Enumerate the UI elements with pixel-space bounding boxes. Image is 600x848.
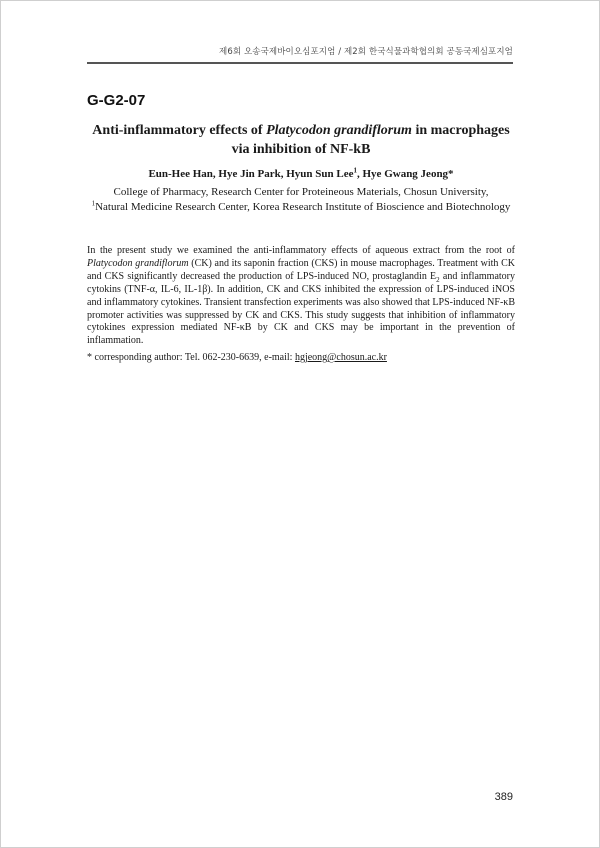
running-header: 제6회 오송국제바이오심포지엄 / 제2회 한국식물과학협의회 공동국제심포지엄 — [219, 47, 513, 57]
title-species: Platycodon grandiflorum — [266, 123, 412, 138]
corresponding-author — [87, 351, 515, 364]
email-link[interactable]: hgjeong@chosun.ac.kr — [294, 352, 387, 363]
abstract-code: G-G2-07 — [87, 92, 146, 109]
abstract-species: Platycodon grandiflorum — [87, 257, 189, 269]
abstract-seg-3: and inflammatory cytokins (TNF-α, IL-6, IL-1β). In addition, CK and CKS inhibited the expression of LPS-induced iNOS and inflammatory cytokines. Transient transfection experiments was also showed that LPS-induced NF-κB promoter activities was suppressed by CK and CKS. This study suggests that inhibition of inflammatory cytokines expression mediated NF-κB by CK and CKS may be important in the prevention of inflammation. — [87, 270, 515, 347]
authors-first: Eun-Hee Han, Hye Jin Park, Hyun Sun Lee — [148, 168, 354, 180]
affiliations — [87, 185, 515, 215]
abstract-seg-2: (CK) and its saponin fraction (CKS) in mouse macrophages. Treatment with CK and CKS significantly decreased the production of LPS-induced NO, prostaglandin E — [87, 257, 515, 282]
paper-title — [87, 121, 515, 159]
title-part-1: Anti-inflammatory effects of — [92, 123, 267, 138]
abstract-body — [87, 245, 515, 348]
header-rule — [87, 62, 513, 64]
authors-rest: , Hye Gwang Jeong* — [357, 168, 454, 180]
author-list — [87, 167, 515, 181]
abstract-seg-1: In the present study we examined the anti-inflammatory effects of aqueous extract from the root of — [87, 245, 515, 256]
page-number: 389 — [494, 791, 513, 803]
affiliation-1: College of Pharmacy, Research Center for Proteineous Materials, Chosun University, — [113, 186, 489, 198]
author-affil-mark: 1 — [353, 166, 357, 175]
affiliation-2-text: Natural Medicine Research Center, Korea Research Institute of Bioscience and Biotechnology — [95, 201, 511, 213]
affiliation-2 — [87, 200, 515, 215]
abstract-subscript: 2 — [436, 275, 440, 284]
affiliation-2-mark: 1 — [91, 199, 96, 208]
title-part-2: in macrophages via inhibition of NF-kB — [231, 123, 510, 157]
corresponding-label: * corresponding author: Tel. 062-230-6639, e-mail: — [87, 352, 295, 363]
